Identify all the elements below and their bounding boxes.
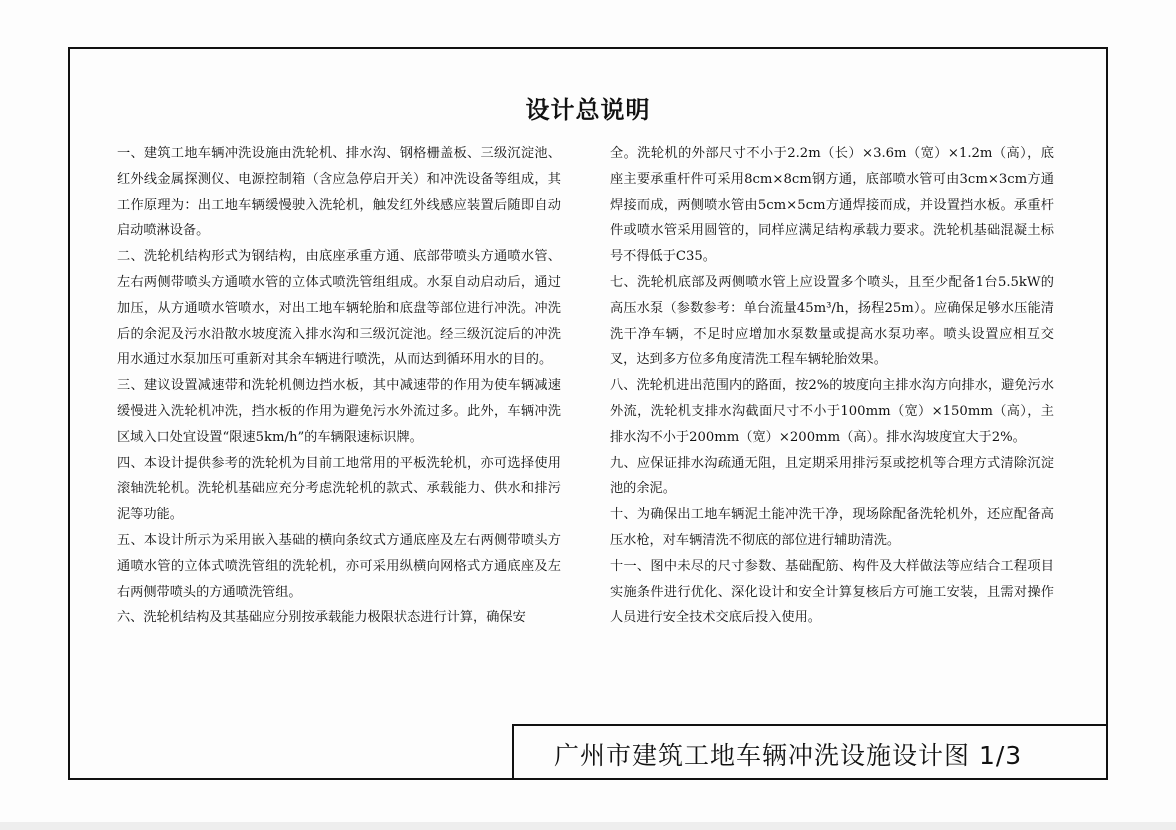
note-paragraph-4: 四、本设计提供参考的洗轮机为目前工地常用的平板洗轮机，亦可选择使用滚轴洗轮机。洗轮机基础应充分考虑洗轮机的款式、承载能力、供水和排污泥等功能。 — [117, 455, 561, 523]
left-text-column — [117, 141, 561, 631]
note-paragraph-11: 十一、图中未尽的尺寸参数、基础配筋、构件及大样做法等应结合工程项目实施条件进行优化、深化设计和安全计算复核后方可施工安装，且需对操作人员进行安全技术交底后投入使用。 — [610, 558, 1054, 626]
note-paragraph-5: 五、本设计所示为采用嵌入基础的横向条纹式方通底座及左右两侧带喷头方通喷水管的立体式喷洗管组的洗轮机，亦可采用纵横向网格式方通底座及左右两侧带喷头的方通喷洗管组。 — [117, 532, 561, 600]
note-paragraph-9: 九、应保证排水沟疏通无阻，且定期采用排污泵或挖机等合理方式清除沉淀池的余泥。 — [610, 455, 1054, 497]
title-block — [512, 724, 1108, 780]
note-paragraph-2: 二、洗轮机结构形式为钢结构，由底座承重方通、底部带喷头方通喷水管、左右两侧带喷头方通喷水管的立体式喷洗管组组成。水泵自动启动后，通过加压，从方通喷水管喷水，对出工地车辆轮胎和底盘等部位进行冲洗。冲洗后的余泥及污水沿散水坡度流入排水沟和三级沉淀池。经三级沉淀后的冲洗用水通过水泵加压可重新对其余车辆进行喷洗，从而达到循环用水的目的。 — [117, 249, 561, 368]
note-paragraph-8: 八、洗轮机进出范围内的路面，按2%的坡度向主排水沟方向排水，避免污水外流，洗轮机支排水沟截面尺寸不小于100mm（宽）×150mm（高），主排水沟不小于200mm（宽）×200mm（高）。排水沟坡度宜大于2%。 — [610, 378, 1054, 445]
note-paragraph-1: 一、建筑工地车辆冲洗设施由洗轮机、排水沟、钢格栅盖板、三级沉淀池、红外线金属探测仪、电源控制箱（含应急停启开关）和冲洗设备等组成，其工作原理为：出工地车辆缓慢驶入洗轮机，触发红外线感应装置后随即自动启动喷淋设备。 — [117, 146, 561, 239]
bottom-margin-strip — [0, 822, 1176, 830]
note-paragraph-6-continued: 全。洗轮机的外部尺寸不小于2.2m（长）×3.6m（宽）×1.2m（高），底座主要承重杆件可采用8cm×8cm钢方通，底部喷水管可由3cm×3cm方通焊接而成，两侧喷水管由5cm×5cm方通焊接而成，并设置挡水板。承重杆件或喷水管采用圆管的，同样应满足结构承载力要求。洗轮机基础混凝土标号不得低于C35。 — [610, 146, 1054, 265]
note-paragraph-10: 十、为确保出工地车辆泥土能冲洗干净，现场除配备洗轮机外，还应配备高压水枪，对车辆清洗不彻底的部位进行辅助清洗。 — [610, 507, 1054, 548]
right-text-column — [610, 141, 1054, 631]
drawing-title: 广州市建筑工地车辆冲洗设施设计图 1/3 — [554, 741, 1023, 770]
note-paragraph-6: 六、洗轮机结构及其基础应分别按承载能力极限状态进行计算，确保安 — [117, 610, 526, 626]
note-paragraph-3: 三、建议设置减速带和洗轮机侧边挡水板，其中减速带的作用为使车辆减速缓慢进入洗轮机冲洗，挡水板的作用为避免污水外流过多。此外，车辆冲洗区域入口处宜设置“限速5km/h”的车辆限速标识牌。 — [117, 378, 561, 445]
document-title: 设计总说明 — [525, 96, 651, 124]
note-paragraph-7: 七、洗轮机底部及两侧喷水管上应设置多个喷头，且至少配备1台5.5kW的高压水泵（参数参考：单台流量45m³/h，扬程25m）。应确保足够水压能清洗干净车辆，不足时应增加水泵数量或提高水泵功率。喷头设置应相互交叉，达到多方位多角度清洗工程车辆轮胎效果。 — [610, 274, 1054, 368]
